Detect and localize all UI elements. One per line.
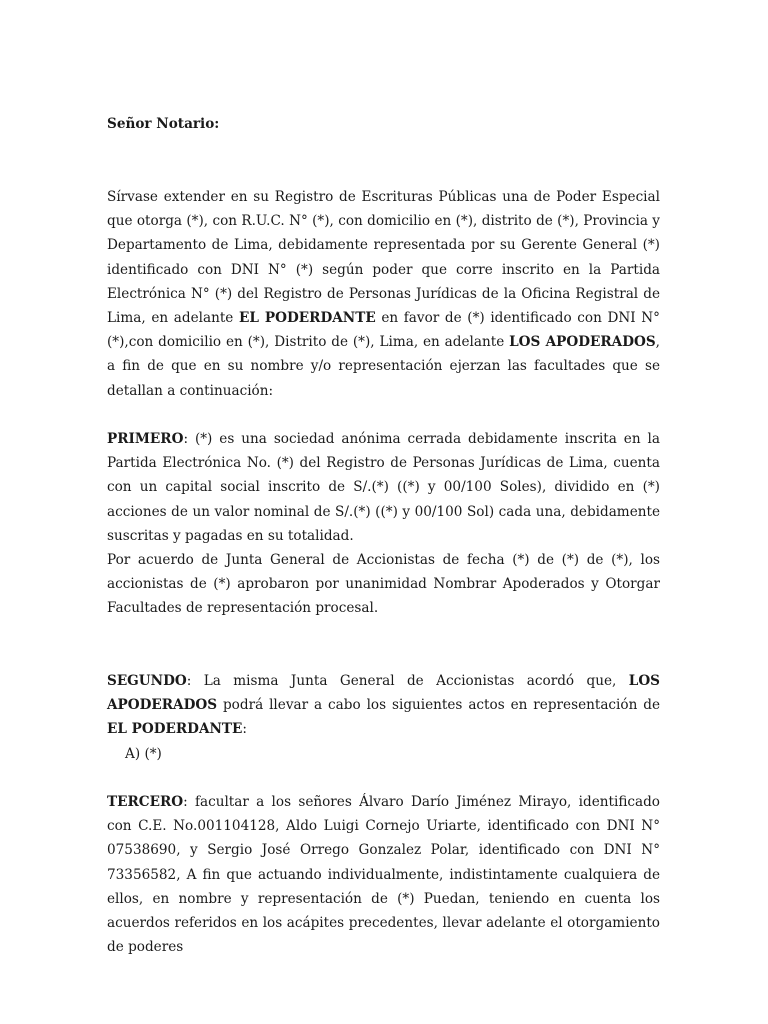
segundo-paragraph xyxy=(107,669,660,742)
segundo-bold-poderdante: EL PODERDANTE xyxy=(107,721,243,738)
intro-bold-apoderados: LOS APODERADOS xyxy=(509,334,656,351)
tercero-paragraph xyxy=(107,790,660,959)
segundo-bold-apoderados: LOS APODERADOS xyxy=(107,673,660,714)
segundo-text-2: podrá llevar a cabo los siguientes actos en representación de xyxy=(217,697,660,714)
primero-text: : (*) es una sociedad anónima cerrada debidamente inscrita en la Partida Electrónica No. (*) del Registro de Personas Jurídicas de Lima, cuenta con un capital social inscrito de S/.(*) ((*) y 00/100 Soles), dividido en (*) acciones de un valor nominal de S/.(*) ((*) y 00/100 Sol) cada una, debidamente suscritas y pagadas en su totalidad. xyxy=(107,431,660,544)
intro-paragraph xyxy=(107,185,660,403)
intro-bold-poderdante: EL PODERDANTE xyxy=(238,310,376,327)
list-item-a: A) (*) xyxy=(125,746,162,762)
acuerdo-paragraph: Por acuerdo de Junta General de Accionistas de fecha (*) de (*) de (*), los accionistas de (*) aprobaron por unanimidad Nombrar Apoderados y Otorgar Facultades de representación procesal. xyxy=(107,552,660,617)
tercero-label: TERCERO xyxy=(107,794,184,810)
intro-text-3: , a fin de que en su nombre y/o representación ejerzan las facultades que se detallan a continuación: xyxy=(107,334,660,399)
primero-label: PRIMERO xyxy=(107,431,184,447)
greeting: Señor Notario: xyxy=(107,116,220,132)
tercero-text: : facultar a los señores Álvaro Darío Jiménez Mirayo, identificado con C.E. No.001104128, Aldo Luigi Cornejo Uriarte, identificado con DNI N° 07538690, y Sergio José Orrego Gonzalez Polar, identificado con DNI N° 73356582, A fin que actuando individualmente, indistintamente cualquiera de ellos, en nombre y representación de (*) Puedan, teniendo en cuenta los acuerdos referidos en los acápites precedentes, llevar adelante el otorgamiento de poderes xyxy=(107,794,660,956)
segundo-text-1: : La misma Junta General de Accionistas acordó que, xyxy=(186,673,629,689)
intro-text-1: Sírvase extender en su Registro de Escrituras Públicas una de Poder Especial que otorga (*), con R.U.C. N° (*), con domicilio en (*), distrito de (*), Provincia y Departamento de Lima, debidamente representada por su Gerente General (*) identificado con DNI N° (*) según poder que corre inscrito en la Partida Electrónica N° (*) del Registro de Personas Jurídicas de la Oficina Registral de Lima, en adelante xyxy=(107,189,660,327)
segundo-label: SEGUNDO xyxy=(107,673,187,689)
segundo-text-3: : xyxy=(242,721,247,738)
intro-text-2: en favor de (*) identificado con DNI N° (*),con domicilio en (*), Distrito de (*), Lima, en adelante xyxy=(107,310,660,351)
primero-paragraph xyxy=(107,427,660,548)
